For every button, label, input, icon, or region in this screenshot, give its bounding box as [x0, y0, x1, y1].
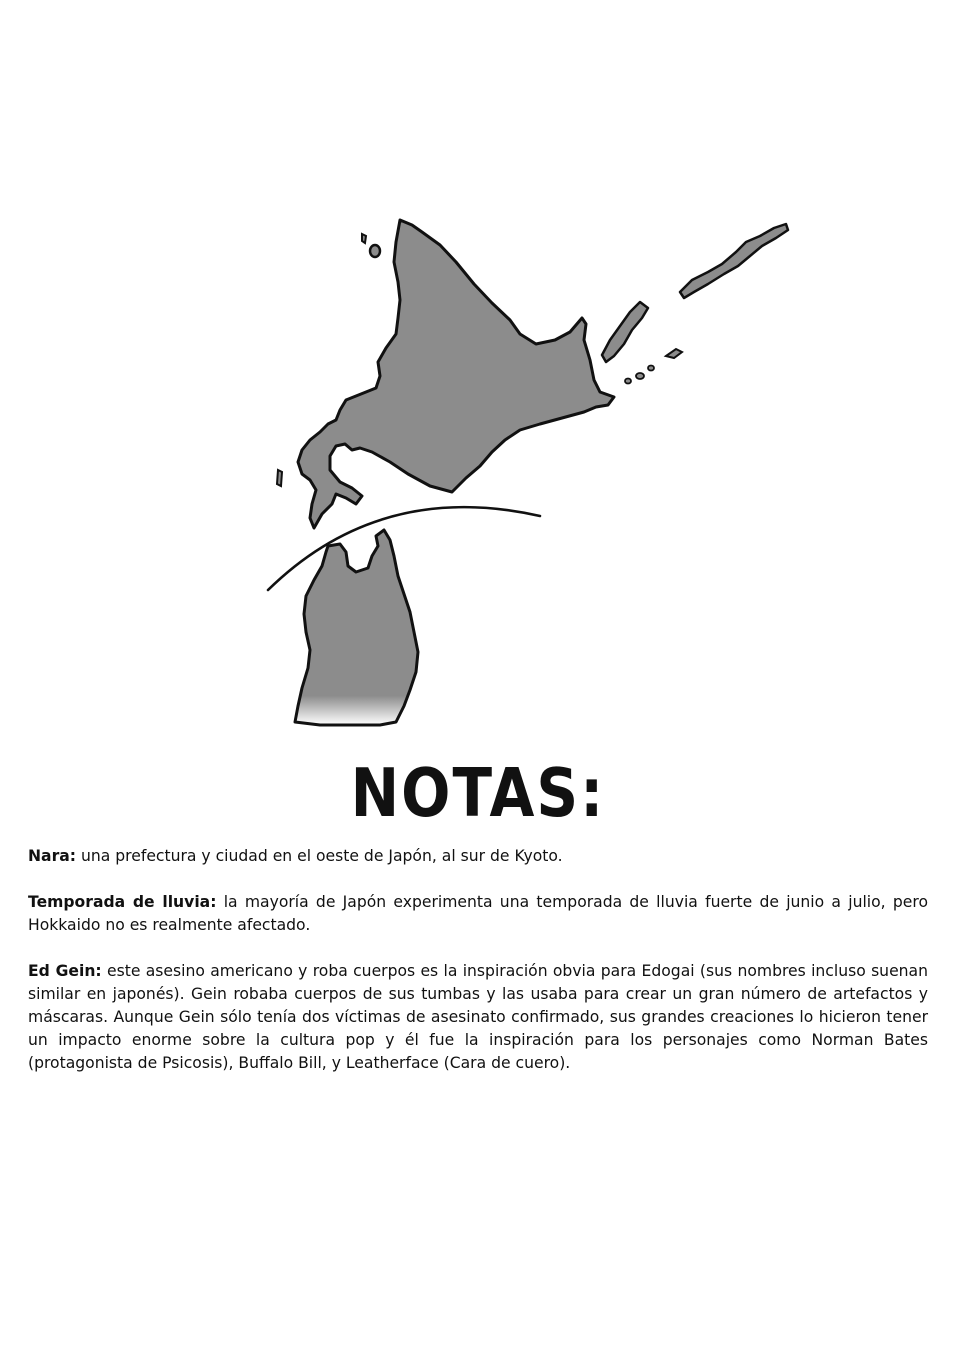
- note-term: Nara:: [28, 847, 77, 865]
- page-title: NOTAS:: [350, 754, 606, 833]
- habomai-islet-2: [636, 373, 644, 379]
- notes-section: [28, 845, 928, 1098]
- rebun-island: [362, 234, 366, 243]
- rishiri-island: [370, 245, 380, 257]
- note-term: Temporada de lluvia:: [28, 893, 217, 911]
- habomai-islet-3: [648, 366, 654, 371]
- habomai-islet-1: [625, 379, 631, 384]
- note-term: Ed Gein:: [28, 962, 102, 980]
- hokkaido-island: [298, 220, 614, 528]
- shikotan-island: [666, 349, 682, 358]
- note-text: la mayoría de Japón experimenta una temporada de lluvia fuerte de junio a julio, pero Hokkaido no es realmente afectado.: [28, 893, 928, 934]
- note-text: este asesino americano y roba cuerpos es la inspiración obvia para Edogai (sus nombres incluso suenan similar en japonés). Gein robaba cuerpos de sus tumbas y las usaba para crear un gran número de artefactos y máscaras. Aunque Gein sólo tenía dos víctimas de asesinato confirmado, sus grandes creaciones lo hicieron tener un impacto enorme sobre la cultura pop y él fue la inspiración para los personajes como Norman Bates (protagonista de Psicosis), Buffalo Bill, y Leatherface (Cara de cuero).: [28, 962, 928, 1072]
- iturup-island: [680, 224, 788, 298]
- note-rain-season: [28, 891, 928, 937]
- note-text: una prefectura y ciudad en el oeste de Japón, al sur de Kyoto.: [76, 847, 563, 865]
- okushiri-island: [277, 470, 282, 486]
- honshu-north: [295, 530, 418, 725]
- strait-arc-line: [268, 507, 540, 590]
- note-nara: [28, 845, 928, 868]
- kunashiri-island: [602, 302, 648, 362]
- note-ed-gein: [28, 960, 928, 1075]
